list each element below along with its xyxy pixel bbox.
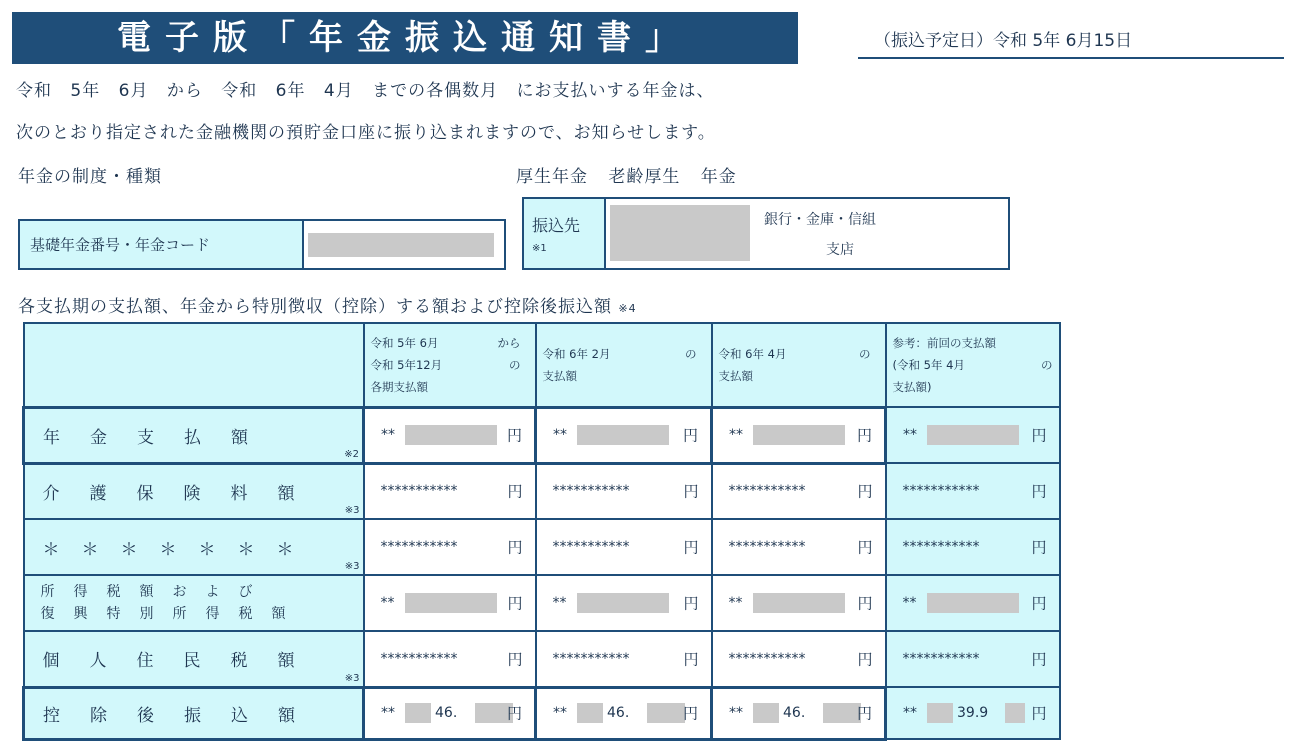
table-stars: *********** [728,539,806,555]
table-masked-prefix: ** [729,427,743,443]
transfer-scheduled-date: （振込予定日）令和 5年 6月15日 [874,31,1133,51]
table-yen: 円 [506,704,522,723]
pension-number-label-cell [20,221,304,268]
table-header-row [24,323,1060,407]
table-stars: *********** [902,539,980,555]
table-rows-0-label: 年金支払額 [43,427,278,448]
table-yen: 円 [857,594,873,613]
bank-label-cell [524,199,606,268]
table-headers-0-l2: 令和 5年12月 [370,357,443,372]
table-after-mid-1: 46. [607,705,630,721]
intro-line-2: 次のとおり指定された金融機関の預貯金口座に振り込まれますので、お知らせします。 [16,123,716,143]
table-headers-1-l1: 令和 6年 2月 [542,346,611,361]
table-yen: 円 [682,426,698,445]
pension-type-value: 厚生年金 老齢厚生 年金 [516,167,737,187]
table-after-mid-2: 46. [783,705,806,721]
header-col-1 [364,323,536,407]
table-headers-0-l3: 各期支払額 [370,379,428,394]
table-headers-0-l1: 令和 5年 6月 [370,335,439,350]
table-stars: *********** [380,483,458,500]
section-title-note: ※4 [618,302,637,315]
table-headers-2-l2: 支払額 [718,368,753,383]
row-label-care-insurance [24,463,364,519]
table-headers-0-l2r: の [509,357,521,372]
row-label-net-transfer [24,687,364,739]
table-yen: 円 [1031,538,1047,557]
document-title: 電子版「年金振込通知書」 [12,12,798,64]
table-stars: *********** [902,483,980,499]
table-stars: *********** [380,650,458,667]
table-masked-prefix: ** [381,705,395,721]
row-label-income-tax [24,575,364,631]
bank-type-suffix: 銀行・金庫・信組 [764,212,876,228]
table-stars: *********** [552,539,630,555]
bank-box [522,197,1010,270]
section-title [18,292,637,317]
date-underline [858,57,1284,59]
table-headers-3-l2r: の [1041,358,1053,372]
row-label-pension-payment [24,407,364,463]
bank-note: ※1 [532,243,547,254]
table-yen: 円 [683,538,699,557]
table-headers-1-l2: 支払額 [542,368,577,383]
pension-type-label: 年金の制度・種類 [18,167,162,187]
table-yen: 円 [1031,426,1047,445]
table-after-mid-3: 39.9 [957,705,989,721]
table-stars: *********** [552,650,630,667]
branch-suffix: 支店 [826,242,854,258]
table-rows-1-label: 介護保険料額 [42,483,325,504]
table-masked-prefix: ** [552,595,567,611]
table-yen: 円 [1031,482,1047,501]
table-rows-5-label: 控除後振込額 [43,705,325,726]
table-yen: 円 [1031,594,1047,613]
table-masked-prefix: ** [553,705,567,721]
intro-line-1: 令和 5年 6月 から 令和 6年 4月 までの各偶数月 にお支払いする年金は、 [16,81,715,101]
table-yen: 円 [857,482,873,501]
header-col-3 [712,323,886,407]
table-stars: *********** [728,650,806,667]
table-row [24,687,1060,739]
table-yen: 円 [683,594,699,613]
header-col-4 [886,323,1060,407]
section-title-text: 各支払期の支払額、年金から特別徴収（控除）する額および控除後振込額 [18,297,612,317]
table-stars: *********** [552,483,630,500]
payment-table [22,322,1061,741]
table-masked-prefix: ** [903,705,917,721]
pension-number-box [18,219,506,270]
table-masked-prefix: ** [903,427,917,443]
table-masked-prefix: ** [729,705,743,721]
table-rows-4-label: 個人住民税額 [42,651,325,672]
pension-number-label: 基礎年金番号・年金コード [30,236,211,254]
table-rows-3-label-l1: 所得税額および [40,584,272,600]
table-headers-0-l1r: から [497,335,521,350]
table-stars: *********** [728,483,806,500]
table-headers-2-l1r: の [859,346,871,361]
table-masked-prefix: ** [553,427,567,443]
table-yen: 円 [506,426,522,445]
table-row [24,407,1060,463]
table-rows-0-note: ※2 [344,448,359,460]
table-yen: 円 [857,538,873,557]
header-empty-cell [24,323,364,407]
table-after-mid-0: 46. [435,705,458,721]
table-yen: 円 [1031,650,1047,669]
table-row [24,463,1060,519]
table-headers-3-l3: 支払額) [892,380,932,394]
header-col-2 [536,323,712,407]
table-row [24,631,1060,687]
table-stars: *********** [902,651,980,667]
row-label-masked [24,519,364,575]
pension-number-redacted [308,233,494,257]
table-headers-3-l2: (令和 5年 4月 [892,358,965,372]
table-rows-2-label: ＊＊＊＊＊＊＊ [42,539,316,560]
table-headers-2-l1: 令和 6年 4月 [718,346,787,361]
table-yen: 円 [682,704,698,723]
table-yen: 円 [507,650,523,669]
table-stars: *********** [380,539,458,555]
table-yen: 円 [507,482,523,501]
table-masked-prefix: ** [381,427,395,443]
table-yen: 円 [856,426,872,445]
table-yen: 円 [507,594,523,613]
table-rows-3-label-l2: 復興特別所得税額 [40,606,305,622]
table-masked-prefix: ** [902,595,917,611]
table-yen: 円 [856,704,872,723]
table-yen: 円 [507,538,523,557]
table-yen: 円 [683,482,699,501]
table-row [24,575,1060,631]
table-yen: 円 [683,650,699,669]
bank-label: 振込先 [532,216,581,235]
table-headers-3-l1: 参考：前回の支払額 [892,336,996,350]
table-yen: 円 [1031,704,1047,723]
table-rows-1-note: ※3 [344,505,360,516]
row-label-resident-tax [24,631,364,687]
table-row [24,519,1060,575]
table-headers-1-l1r: の [685,346,697,361]
bank-name-redacted [610,205,750,261]
table-yen: 円 [857,650,873,669]
table-masked-prefix: ** [380,595,395,611]
table-rows-2-note: ※3 [344,561,360,572]
table-masked-prefix: ** [728,595,743,611]
table-rows-4-note: ※3 [344,672,360,684]
